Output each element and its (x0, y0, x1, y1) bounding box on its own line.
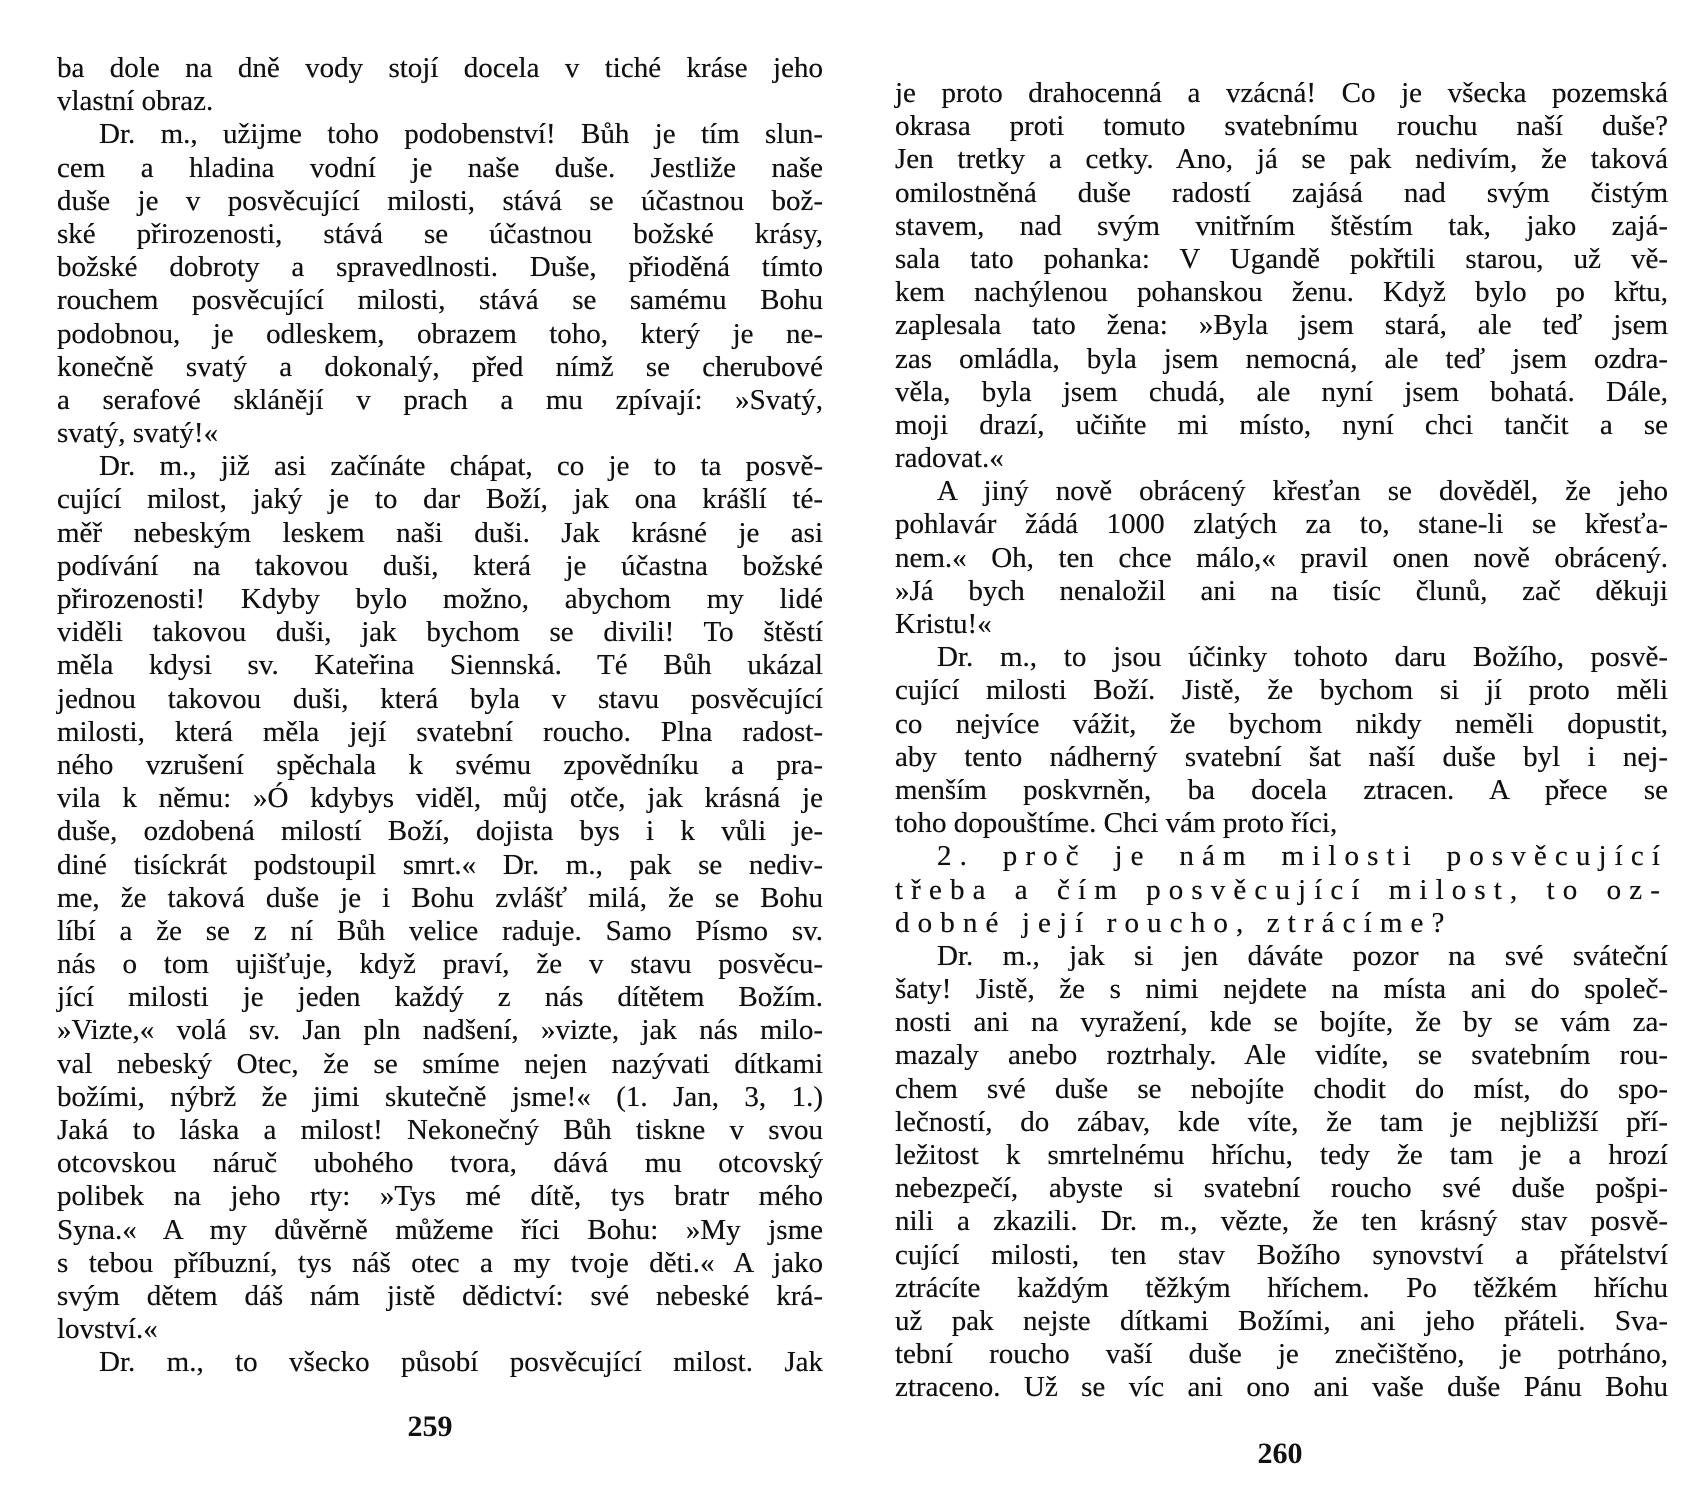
text-line: val nebeský Otec, že se smíme nejen nazývati dítkami (57, 1047, 823, 1080)
text-line: A jiný nově obrácený křesťan se dověděl, že jeho (937, 475, 1668, 508)
text-line: kem nachýlenou pohanskou ženu. Když bylo po křtu, (895, 276, 1668, 309)
text-line: a serafové sklánějí v prach a mu zpívají: »Svatý, (57, 383, 823, 416)
text-line: jednou takovou duši, která byla v stavu posvěcující (57, 682, 823, 715)
text-line: Jaká to láska a milost! Nekonečný Bůh tiskne v svou (57, 1114, 823, 1146)
text-line: duše, ozdobená milostí Boží, dojista bys i k vůli je- (57, 815, 823, 848)
text-line: cující milost, jaký je to dar Boží, jak ona krášlí té- (57, 483, 823, 516)
text-line: už pak nejste dítkami Božími, ani jeho přáteli. Sva- (895, 1304, 1668, 1337)
text-line: ské přirozenosti, stává se účastnou božské krásy, (57, 217, 823, 250)
text-line: cující milosti, ten stav Božího synovství a přátelství (895, 1238, 1668, 1271)
text-line: stavem, nad svým vnitřním štěstím tak, jako zajá- (895, 209, 1668, 242)
text-line: diné tisíckrát podstoupil smrt.« Dr. m., pak se nediv- (57, 848, 823, 881)
text-line: pohlavár žádá 1000 zlatých za to, stane-li se křesťa- (895, 508, 1668, 541)
text-line: vlastní obraz. (57, 85, 214, 118)
text-line: zas omládla, byla jsem nemocná, ale teď jsem ozdra- (895, 342, 1668, 375)
text-line: Syna.« A my důvěrně můžeme říci Bohu: »My jsme (57, 1213, 823, 1246)
text-line: lečností, do zábav, kde víte, že tam je nejbližší pří- (895, 1105, 1668, 1138)
text-line: mazaly anebo roztrhaly. Ale vidíte, se svatebním rou- (895, 1039, 1668, 1072)
text-line: chem své duše se nebojíte chodit do míst, do spo- (895, 1072, 1668, 1105)
text-line: s tebou příbuzní, tys náš otec a my tvoje děti.« A jako (57, 1246, 823, 1279)
text-line: cem a hladina vodní je naše duše. Jestliže naše (57, 151, 823, 184)
text-line: podívání na takovou duši, která je účastna božské (57, 549, 823, 582)
text-line: viděli takovou duši, jak bychom se divili! To štěstí (57, 616, 823, 649)
text-line: okrasa proti tomuto svatebnímu rouchu naší duše? (895, 110, 1668, 143)
text-line: toho dopouštíme. Chci vám proto říci, (895, 807, 1338, 840)
text-line: rouchem posvěcující milosti, stává se samému Bohu (57, 284, 823, 317)
text-line: božské dobroty a spravedlnosti. Duše, přioděná tímto (57, 251, 823, 284)
text-line: svým dětem dáš nám jistě dědictví: své nebeské krá- (57, 1279, 823, 1312)
text-line: Dr. m., jak si jen dáváte pozor na své sváteční (937, 939, 1668, 972)
left-page-text (57, 52, 823, 1380)
right-page-text (895, 77, 1668, 1405)
text-line: zaplesala tato žena: »Byla jsem stará, ale teď jsem (895, 309, 1668, 342)
text-line: nebezpečí, abyste si svatební roucho své duše pošpi- (895, 1172, 1668, 1205)
text-line: lovství.« (57, 1313, 158, 1346)
text-line: Kristu!« (895, 608, 992, 640)
text-line: duše je v posvěcující milosti, stává se účastnou bož- (57, 184, 823, 217)
text-line: omilostněná duše radostí zajásá nad svým čistým (895, 176, 1668, 209)
text-line: přirozenosti! Kdyby bylo možno, abychom my lidé (57, 583, 823, 615)
text-line: co nejvíce vážit, že bychom nikdy neměli dopustit, (895, 707, 1668, 740)
text-line: měla kdysi sv. Kateřina Siennská. Té Bůh ukázal (57, 649, 823, 682)
page-number-left: 259 (407, 1410, 453, 1443)
text-line: nili a zkazili. Dr. m., vězte, že ten krásný stav posvě- (895, 1205, 1668, 1238)
text-line: sala tato pohanka: V Ugandě pokřtili starou, už vě- (895, 242, 1668, 275)
text-line: me, že taková duše je i Bohu zvlášť milá, že se Bohu (57, 881, 823, 914)
text-line: cující milosti Boží. Jistě, že bychom si jí proto měli (895, 674, 1668, 707)
text-line: menším poskvrněn, ba docela ztracen. A přece se (895, 773, 1668, 806)
section-heading-line: dobné její roucho, ztrácíme? (895, 906, 1453, 939)
text-line: svatý, svatý!« (57, 417, 219, 450)
text-line: aby tento nádherný svatební šat naší duše byl i nej- (895, 740, 1668, 773)
section-heading-line: 2. proč je nám milosti posvěcující (937, 840, 1668, 873)
text-line: vila k němu: »Ó kdybys viděl, můj otče, jak krásná je (57, 782, 823, 815)
text-line: nem.« Oh, ten chce málo,« pravil onen nově obrácený. (895, 541, 1668, 574)
text-line: milosti, která měla její svatební roucho. Plna radost- (57, 715, 823, 748)
text-line: polibek na jeho rty: »Tys mé dítě, tys bratr mého (57, 1180, 823, 1213)
text-line: ztrácíte každým těžkým hříchem. Po těžkém hříchu (895, 1271, 1668, 1304)
text-line: otcovskou náruč ubohého tvora, dává mu otcovský (57, 1147, 823, 1180)
text-line: Dr. m., to jsou účinky tohoto daru Božího, posvě- (937, 641, 1668, 674)
text-line: radovat.« (895, 442, 1004, 475)
text-line: Dr. m., to všecko působí posvěcující milost. Jak (99, 1346, 823, 1379)
text-line: ba dole na dně vody stojí docela v tiché kráse jeho (57, 52, 823, 84)
text-line: šaty! Jistě, že s nimi nejdete na místa ani do společ- (895, 973, 1668, 1006)
text-line: nosti ani na vyražení, kde se bojíte, že by se vám za- (895, 1006, 1668, 1039)
text-line: »Já bych nenaložil ani na tisíc člunů, zač děkuji (895, 574, 1668, 607)
text-line: věla, byla jsem chudá, ale nyní jsem bohatá. Dále, (895, 375, 1668, 408)
text-line: ležitost k smrtelnému hříchu, tedy že tam je a hrozí (895, 1139, 1668, 1171)
text-line: ného vzrušení spěchala k svému zpovědníku a pra- (57, 748, 823, 781)
text-line: »Vizte,« volá sv. Jan pln nadšení, »vizte, jak nás milo- (57, 1014, 823, 1047)
text-line: Dr. m., již asi začínáte chápat, co je to ta posvě- (99, 450, 823, 483)
text-line: podobnou, je odleskem, obrazem toho, který je ne- (57, 317, 823, 350)
section-heading-line: třeba a čím posvěcující milost, to oz- (895, 873, 1668, 906)
text-line: líbí a že se z ní Bůh velice raduje. Samo Písmo sv. (57, 914, 823, 947)
text-line: měř nebeským leskem naši duši. Jak krásné je asi (57, 516, 823, 549)
text-line: tební roucho vaší duše je znečištěno, je potrháno, (895, 1338, 1668, 1371)
text-line: jící milosti je jeden každý z nás dítětem Božím. (57, 981, 823, 1014)
text-line: Dr. m., užijme toho podobenství! Bůh je tím slun- (99, 118, 823, 151)
page-number-right: 260 (1257, 1437, 1303, 1470)
text-line: moji drazí, učiňte mi místo, nyní chci tančit a se (895, 408, 1668, 441)
text-line: konečně svatý a dokonalý, před nímž se cherubové (57, 350, 823, 383)
text-line: nás o tom ujišťuje, když praví, že v stavu posvěcu- (57, 948, 823, 981)
text-line: Jen tretky a cetky. Ano, já se pak nedivím, že taková (895, 143, 1668, 176)
text-line: je proto drahocenná a vzácná! Co je všecka pozemská (895, 77, 1668, 109)
text-line: ztraceno. Už se víc ani ono ani vaše duše Pánu Bohu (895, 1371, 1668, 1404)
text-line: božími, nýbrž že jimi skutečně jsme!« (1. Jan, 3, 1.) (57, 1080, 823, 1113)
